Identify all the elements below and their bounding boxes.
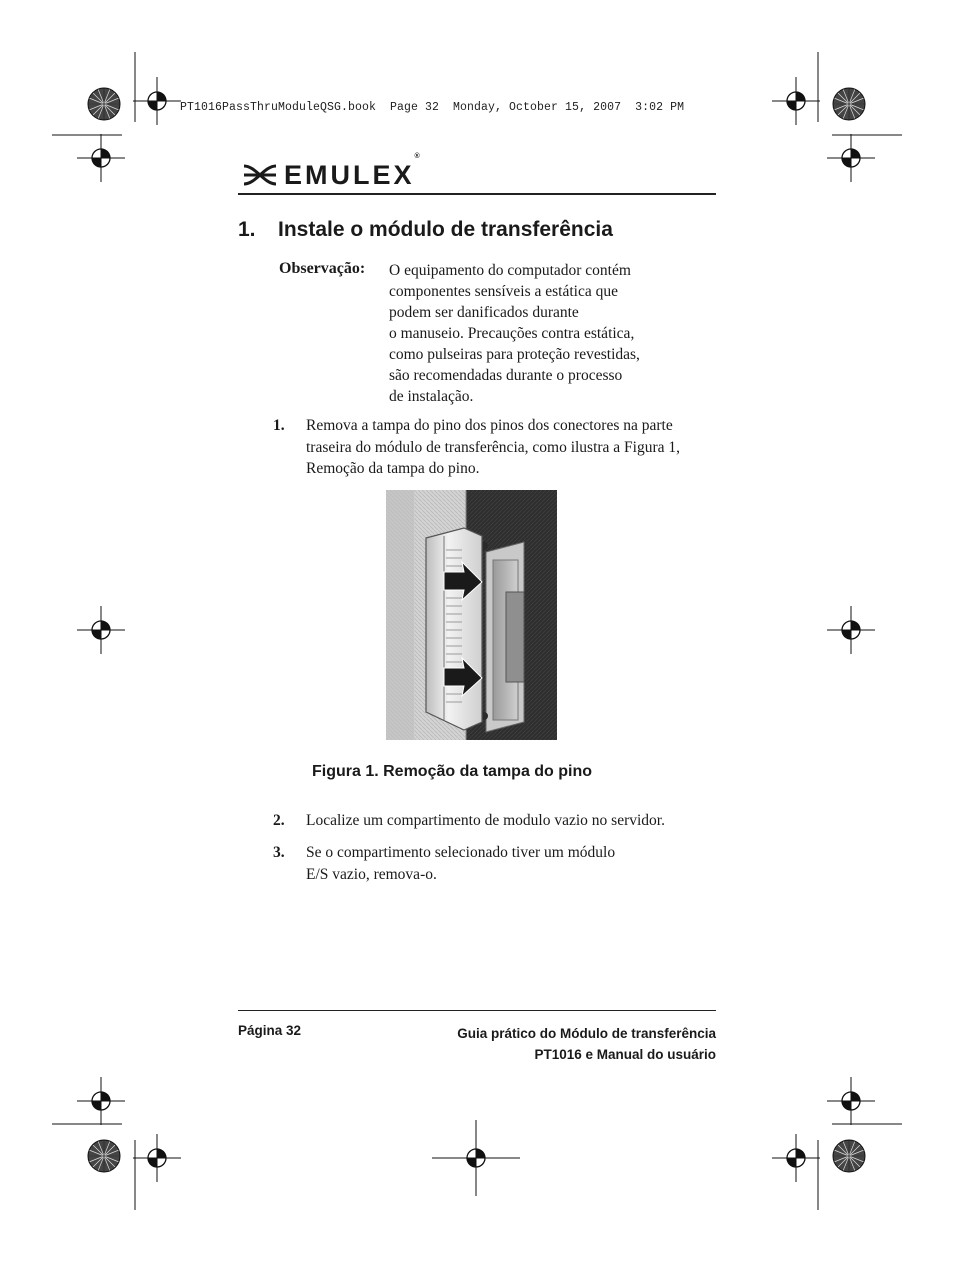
step-line: Se o compartimento selecionado tiver um módulo: [306, 844, 616, 861]
note-line: de instalação.: [389, 388, 474, 405]
step-line: E/S vazio, remova-o.: [306, 865, 437, 883]
page-number: Página 32: [238, 1023, 302, 1038]
footer-rule: [238, 1010, 716, 1011]
registered-mark: ®: [414, 152, 423, 160]
step-line: Localize um compartimento de modulo vazio no servidor.: [306, 812, 665, 829]
footer-title-line: Guia prático do Módulo de transferência: [457, 1026, 716, 1041]
emulex-logo: [242, 152, 423, 190]
step-number: 1.: [273, 417, 285, 434]
footer-title-line: PT1016 e Manual do usuário: [534, 1047, 716, 1062]
step-2: [273, 810, 665, 832]
note-text: [389, 260, 679, 407]
emulex-mark-icon: [242, 163, 278, 187]
note-label: Observação:: [279, 260, 366, 277]
note-line: componentes sensíveis a estática que: [389, 283, 618, 300]
step-line: Remoção da tampa do pino.: [306, 460, 480, 477]
step-line: Remova a tampa do pino dos pinos dos conectores na parte: [306, 417, 673, 434]
step-number: 2.: [273, 812, 285, 829]
section-number: 1.: [238, 218, 256, 241]
note-line: podem ser danificados durante: [389, 304, 579, 321]
file-slug-line: PT1016PassThruModuleQSG.book Page 32 Monday, October 15, 2007 3:02 PM: [180, 101, 685, 114]
note-line: o manuseio. Precauções contra estática,: [389, 325, 635, 342]
step-line: traseira do módulo de transferência, como ilustra a Figura 1,: [306, 438, 681, 456]
note-line: O equipamento do computador contém: [389, 262, 631, 279]
note-line: como pulseiras para proteção revestidas,: [389, 346, 640, 363]
figure-caption: Figura 1. Remoção da tampa do pino: [312, 763, 593, 780]
step-3: [273, 842, 615, 885]
step-1: [273, 415, 680, 480]
section-title: Instale o módulo de transferência: [278, 218, 613, 241]
section-heading: [238, 218, 613, 242]
step-number: 3.: [273, 844, 285, 861]
note-line: são recomendadas durante o processo: [389, 367, 623, 384]
brand-name: EMULEX: [284, 159, 415, 190]
footer-title: [457, 1023, 716, 1065]
header-rule: [238, 193, 716, 195]
pin-cover-removal-figure: [386, 490, 557, 740]
